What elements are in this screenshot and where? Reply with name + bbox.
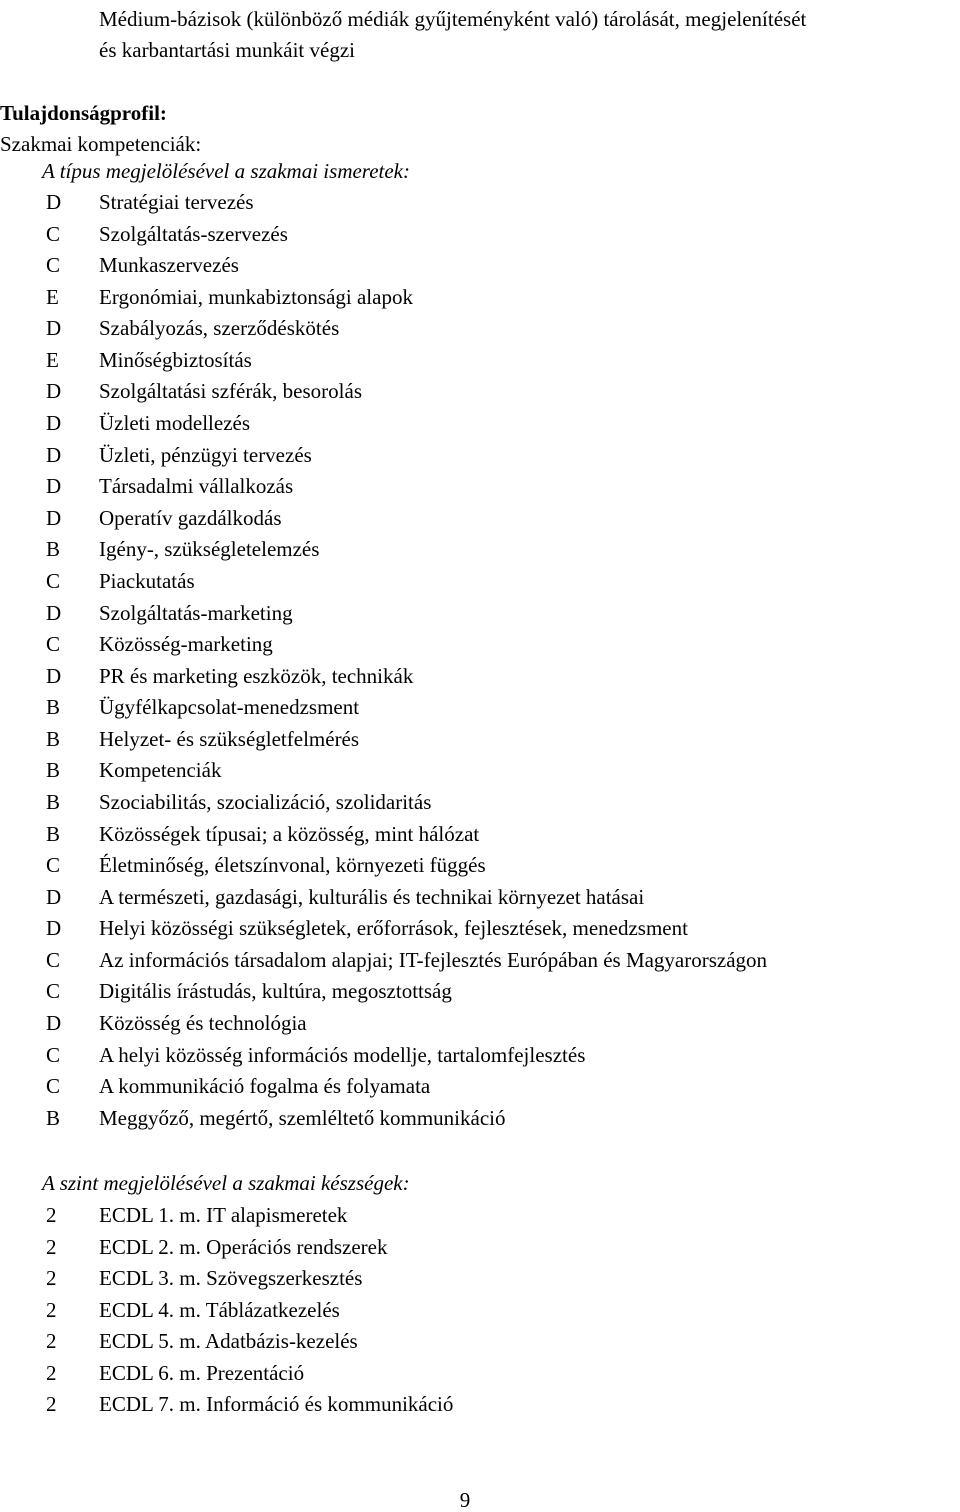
item-text: Minőségbiztosítás: [99, 347, 252, 372]
item-text: ECDL 4. m. Táblázatkezelés: [99, 1297, 340, 1322]
skills-heading: A szint megjelölésével a szakmai készségek:: [42, 1171, 410, 1195]
item-text: Társadalmi vállalkozás: [99, 474, 294, 499]
item-code: C: [46, 1042, 61, 1067]
item-code: D: [46, 316, 62, 341]
item-code: D: [46, 379, 62, 404]
item-code: C: [46, 221, 61, 246]
item-text: Szolgáltatási szférák, besorolás: [99, 379, 362, 404]
item-text: A kommunikáció fogalma és folyamata: [99, 1074, 431, 1099]
item-text: Közösségek típusai; a közösség, mint hálózat: [99, 821, 480, 846]
item-code: C: [46, 853, 61, 878]
item-code: B: [46, 1105, 61, 1130]
item-code: B: [46, 789, 61, 814]
item-text: Üzleti, pénzügyi tervezés: [99, 442, 312, 467]
item-code: C: [46, 1074, 61, 1099]
item-code: D: [46, 505, 62, 530]
item-text: Igény-, szükségletelemzés: [99, 537, 320, 562]
item-code: B: [46, 726, 61, 751]
intro-line-2: és karbantartási munkáit végzi: [99, 38, 355, 62]
item-text: A helyi közösség információs modellje, tartalomfejlesztés: [99, 1042, 586, 1067]
item-code: 2: [46, 1360, 57, 1385]
item-code: D: [46, 442, 62, 467]
item-code: B: [46, 821, 61, 846]
item-text: ECDL 2. m. Operációs rendszerek: [99, 1234, 388, 1259]
intro-line-1: Médium-bázisok (különböző médiák gyűjteményként való) tárolását, megjelenítését: [99, 7, 807, 31]
item-code: 2: [46, 1234, 57, 1259]
item-code: B: [46, 758, 61, 783]
item-code: D: [46, 600, 62, 625]
item-code: 2: [46, 1297, 57, 1322]
item-code: C: [46, 947, 61, 972]
item-code: 2: [46, 1392, 57, 1417]
item-text: Munkaszervezés: [99, 253, 239, 278]
item-code: 2: [46, 1203, 57, 1227]
item-text: Meggyőző, megértő, szemléltető kommunikáció: [99, 1105, 506, 1130]
item-code: D: [46, 663, 62, 688]
item-code: D: [46, 1011, 62, 1036]
item-text: A természeti, gazdasági, kulturális és technikai környezet hatásai: [99, 884, 645, 909]
item-text: Üzleti modellezés: [99, 411, 251, 436]
item-code: D: [46, 916, 62, 941]
item-text: Közösség-marketing: [99, 632, 273, 657]
item-text: Életminőség, életszínvonal, környezeti függés: [99, 853, 486, 878]
item-text: Helyi közösségi szükségletek, erőforrások, fejlesztések, menedzsment: [99, 916, 688, 941]
item-text: Szabályozás, szerződéskötés: [99, 316, 340, 341]
item-code: C: [46, 632, 61, 657]
item-code: D: [46, 190, 62, 214]
item-code: C: [46, 979, 61, 1004]
item-code: D: [46, 884, 62, 909]
item-text: ECDL 6. m. Prezentáció: [99, 1360, 305, 1385]
item-code: D: [46, 474, 62, 499]
item-text: ECDL 3. m. Szövegszerkesztés: [99, 1266, 363, 1291]
page-number: 9: [459, 1488, 471, 1512]
item-text: Helyzet- és szükségletfelmérés: [99, 726, 360, 751]
knowledge-heading: A típus megjelölésével a szakmai ismeretek:: [42, 159, 410, 183]
item-text: Ügyfélkapcsolat-menedzsment: [99, 695, 360, 720]
item-text: Szolgáltatás-szervezés: [99, 221, 288, 246]
intro-paragraph: [99, 4, 959, 66]
item-text: Kompetenciák: [99, 758, 222, 783]
item-code: E: [46, 284, 59, 309]
item-code: C: [46, 253, 61, 278]
item-text: ECDL 1. m. IT alapismeretek: [99, 1203, 348, 1227]
item-code: 2: [46, 1329, 57, 1354]
item-text: Az információs társadalom alapjai; IT-fejlesztés Európában és Magyarországon: [99, 947, 768, 972]
item-code: 2: [46, 1266, 57, 1291]
item-code: B: [46, 695, 61, 720]
item-text: PR és marketing eszközök, technikák: [99, 663, 414, 688]
item-text: Szociabilitás, szocializáció, szolidaritás: [99, 789, 432, 814]
item-text: Digitális írástudás, kultúra, megosztottság: [99, 979, 452, 1004]
item-code: B: [46, 537, 61, 562]
item-code: E: [46, 347, 59, 372]
item-code: C: [46, 568, 61, 593]
item-code: D: [46, 411, 62, 436]
item-text: Szolgáltatás-marketing: [99, 600, 293, 625]
item-text: ECDL 5. m. Adatbázis-kezelés: [99, 1329, 358, 1354]
item-text: ECDL 7. m. Információ és kommunikáció: [99, 1392, 454, 1417]
profile-title: Tulajdonságprofil:: [0, 101, 167, 125]
item-text: Stratégiai tervezés: [99, 190, 254, 214]
item-text: Közösség és technológia: [99, 1011, 307, 1036]
item-text: Piackutatás: [99, 568, 195, 593]
item-text: Ergonómiai, munkabiztonsági alapok: [99, 284, 413, 309]
competencies-label: Szakmai kompetenciák:: [0, 132, 202, 156]
item-text: Operatív gazdálkodás: [99, 505, 282, 530]
